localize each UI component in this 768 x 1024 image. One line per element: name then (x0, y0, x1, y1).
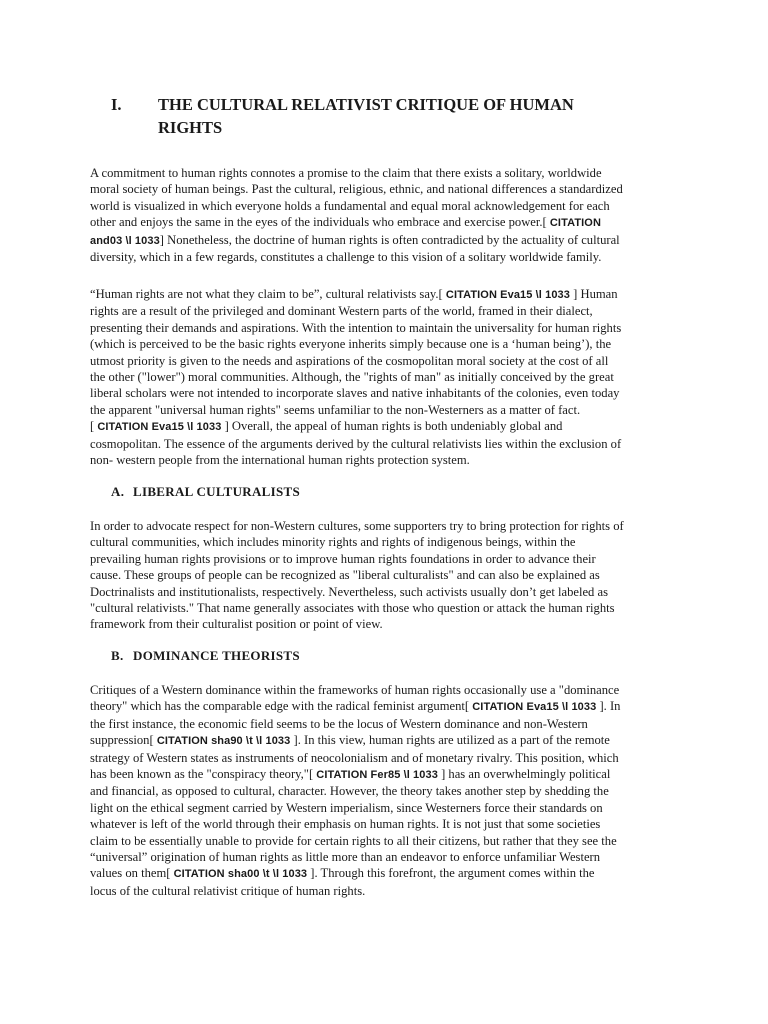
text-line: liberal scholars were not intended to incorporate slaves and native inhabitants of the colonies, even today (90, 386, 620, 401)
text-line: locus of the cultural relativist critique of human rights. (90, 883, 366, 898)
section-title: THE CULTURAL RELATIVIST CRITIQUE OF HUMAN RIGHTS (158, 95, 574, 137)
text-line: [ CITATION Eva15 \l 1033 ] Overall, the appeal of human rights is both undeniably global and (90, 419, 563, 434)
text-line: prevailing human rights provisions or to improve human rights foundations in order to advance their (90, 551, 596, 566)
citation-field: CITATION sha00 \t \l 1033 (170, 868, 308, 881)
text-line: non- western people from the international human rights protection system. (90, 453, 470, 468)
text-line: "cultural relativists." That name generally associates with those who question or attack the human rights (90, 601, 615, 616)
text-line: In order to advocate respect for non-Western cultures, some supporters try to bring protection for rights of (90, 519, 624, 533)
citation-field: and03 \l 1033 (90, 234, 160, 247)
text-line: the other ("lower") moral communities. Although, the "rights of man" as initially conceived by the great (90, 370, 614, 385)
text-line: suppression[ CITATION sha90 \t \l 1033 ]. In this view, human rights are utilized as a part of the remote (90, 733, 610, 748)
paragraph-dominance-theorists (90, 682, 680, 899)
text-line: and03 \l 1033] Nonetheless, the doctrine of human rights is often contradicted by the actuality of cultural (90, 232, 620, 247)
text-line: “Human rights are not what they claim to be”, cultural relativists say.[ CITATION Eva15 \l 1033 ] Human (90, 287, 618, 301)
text-line: Doctrinalists and institutionalists, respectively. Nevertheless, such activists usually don’t get labeled as (90, 584, 608, 599)
text-line: cosmopolitan. The essence of the arguments derived by the cultural relativists lies within the exclusion of (90, 436, 622, 451)
text-line: presenting their demands and aspirations. With the intention to maintain the universality for human rights (90, 320, 622, 335)
citation-field: CITATION Fer85 \l 1033 (313, 769, 438, 782)
paragraph-intro (90, 165, 680, 265)
text-line: claim to be essentially unable to provide for certain rights to all their citizens, but rather that they see the (90, 833, 617, 848)
text-line: and financial, as opposed to cultural, character. However, the theory takes another step by shedding the (90, 784, 609, 799)
text-line: has been known as the "conspiracy theory,"[ CITATION Fer85 \l 1033 ] has an overwhelmingly political (90, 767, 611, 782)
text-line: (which is perceived to be the basic rights everyone inherits simply because one is a ‘human being’), the (90, 337, 612, 352)
text-line: Critiques of a Western dominance within the frameworks of human rights occasionally use a "dominance (90, 683, 620, 697)
text-line: light on the ethical segment carried by Western imperialism, since Westerners force their standards on (90, 800, 603, 815)
citation-field: CITATION (549, 217, 601, 230)
text-line: diversity, which in a few regards, constitutes a challenge to this vision of a solitary worldwide family. (90, 250, 602, 265)
text-line: utmost priority is given to the needs and aspirations of the cosmopolitan moral society at the cost of all (90, 353, 609, 368)
text-line: the first instance, the economic field seems to be the locus of Western dominance and non-Western (90, 716, 588, 731)
text-line: the apparent "universal human rights" seems unfamiliar to the non-Westerners as a matter of fact. (90, 402, 581, 417)
text-line: moral society of human beings. Past the cultural, religious, ethnic, and national differences a standardized (90, 182, 623, 197)
paragraph-liberal-culturalists (90, 518, 680, 633)
text-line: rights are a result of the privileged and dominant Western parts of the world, framed in their dialect, (90, 304, 593, 319)
subsection-letter: B. (111, 648, 124, 663)
paragraph-relativists (90, 286, 680, 468)
section-heading (111, 93, 628, 139)
text-line: strategy of Western states as instruments of neocolonialism and of monetary rivalry. This position, which (90, 750, 619, 765)
text-line: values on them[ CITATION sha00 \t \l 1033 ]. Through this forefront, the argument comes within the (90, 866, 595, 881)
citation-field: CITATION Eva15 \l 1033 (469, 701, 597, 714)
text-line: “universal” origination of human rights as little more than an endeavor to enforce unfamiliar Western (90, 850, 601, 865)
subsection-title: LIBERAL CULTURALISTS (133, 484, 301, 499)
citation-field: CITATION Eva15 \l 1033 (97, 421, 222, 434)
text-line: other and enjoys the same in the eyes of the individuals who embrace and exercise power.[ CITATION (90, 215, 601, 230)
text-line: framework from their culturalist position or point of view. (90, 617, 383, 632)
text-line: world is visualized in which everyone holds a fundamental and equal moral acknowledgement for each (90, 198, 610, 213)
text-line: theory" which has the comparable edge with the radical feminist argument[ CITATION Eva15 \l 1033 ]. In (90, 699, 621, 714)
subsection-heading-a (111, 484, 300, 500)
subsection-title: DOMINANCE THEORISTS (133, 648, 300, 663)
text-line: whatever is left of the world through their emphasis on human rights. It is not just that some societies (90, 817, 601, 832)
section-number: I. (111, 95, 122, 114)
text-line: cultural communities, which includes minority rights and rights of indigenous beings, within the (90, 535, 576, 550)
citation-field: CITATION Eva15 \l 1033 (445, 289, 570, 301)
text-line: cause. These groups of people can be recognized as "liberal culturalists" and can also be explained as (90, 568, 600, 583)
citation-field: CITATION sha90 \t \l 1033 (153, 735, 291, 748)
text-line: A commitment to human rights connotes a promise to the claim that there exists a solitary, worldwide (90, 166, 602, 180)
subsection-letter: A. (111, 484, 125, 499)
subsection-heading-b (111, 648, 300, 664)
